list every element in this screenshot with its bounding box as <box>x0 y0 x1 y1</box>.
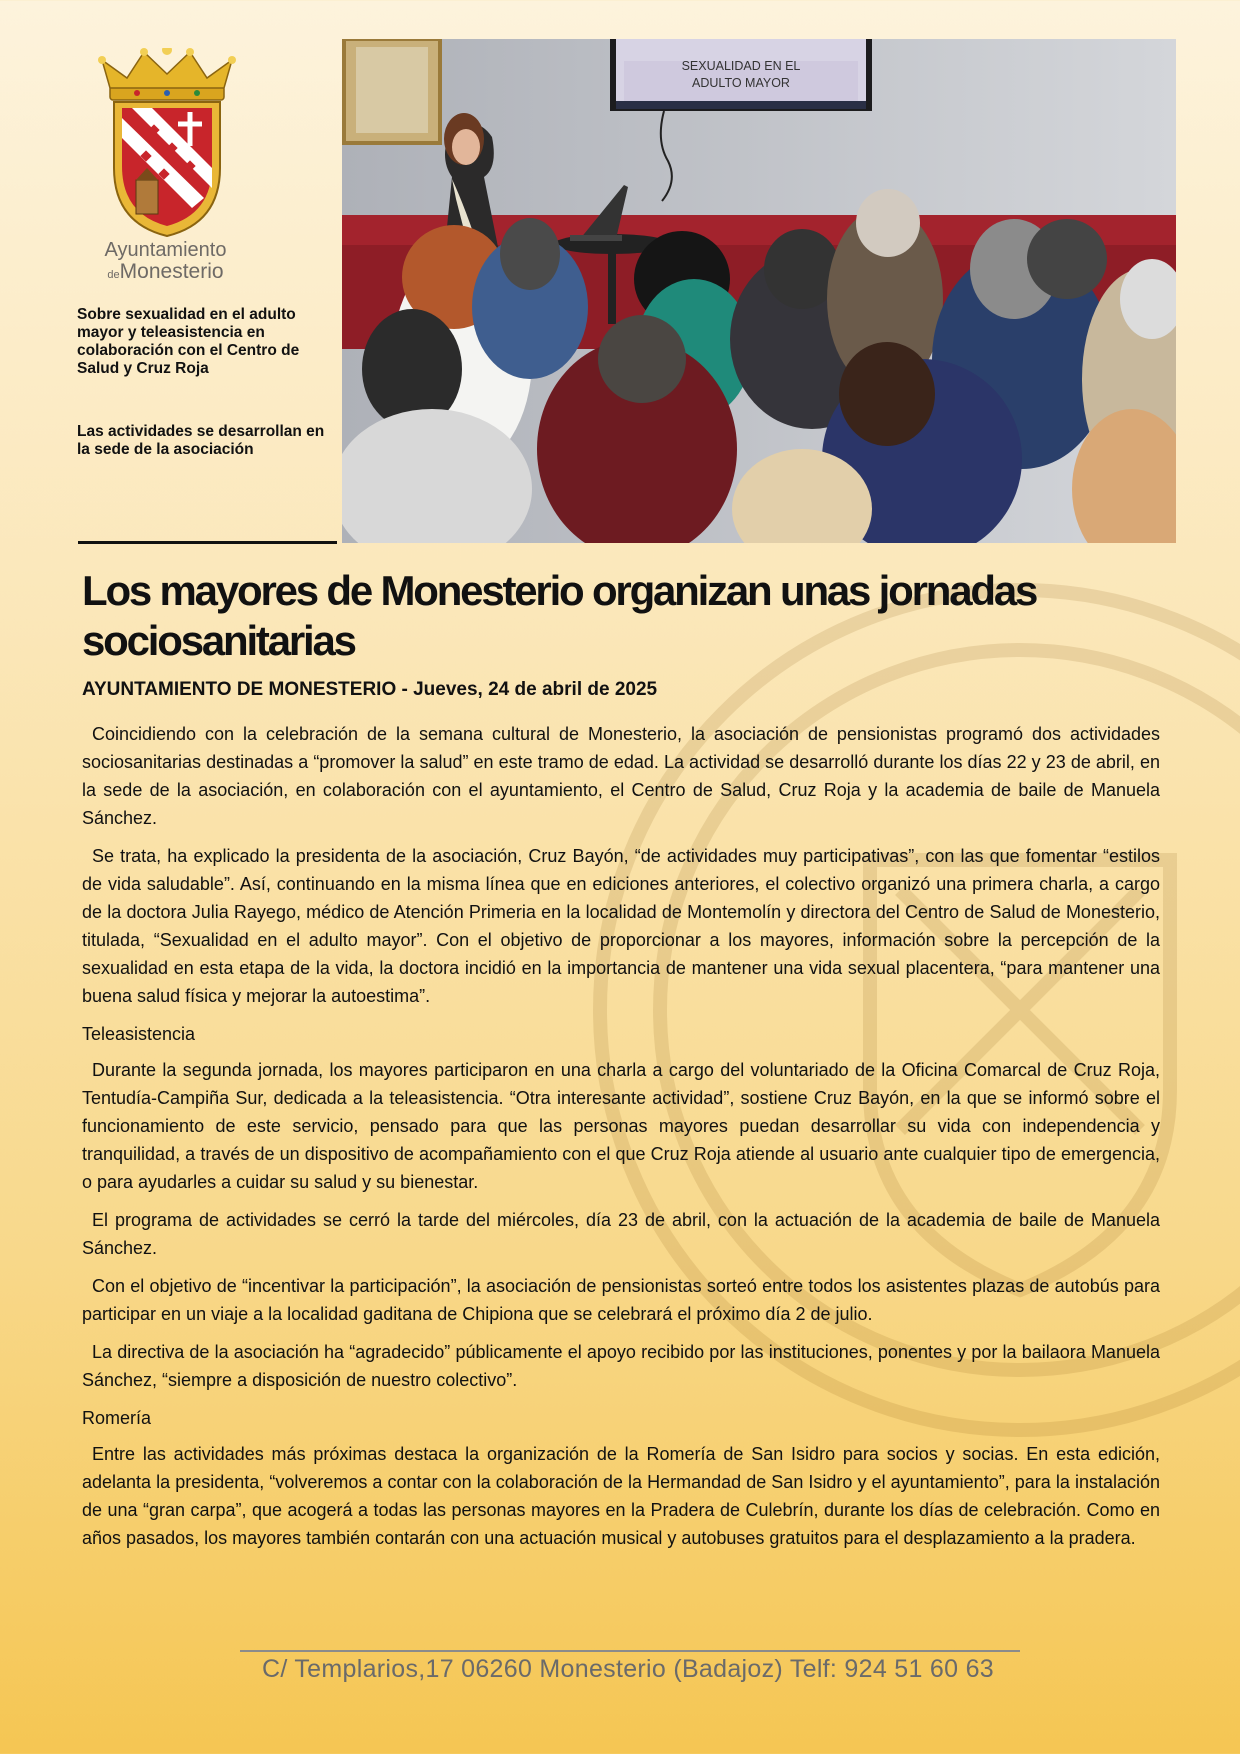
logo-line-2-prefix: de <box>107 269 120 281</box>
municipality-name <box>78 240 253 283</box>
coat-of-arms-logo <box>92 48 242 238</box>
divider-rule <box>78 541 337 544</box>
paragraph-6: La directiva de la asociación ha “agradecido” públicamente el apoyo recibido por las instituciones, ponentes y por la bailaora Manuela Sánchez, “siempre a disposición de nuestro colectivo”. <box>82 1342 1160 1390</box>
paragraph-1: Coincidiendo con la celebración de la semana cultural de Monesterio, la asociación de pensionistas programó dos actividades sociosanitarias destinadas a “promover la salud” en este tramo de edad. La actividad se desarrolló durante los días 22 y 23 de abril, en la sede de la asociación, en colaboración con el ayuntamiento, el Centro de Salud, Cruz Roja y la academia de baile de Manuela Sánchez. <box>82 724 1160 828</box>
section-heading-romeria: Romería <box>82 1408 152 1428</box>
paragraph-2: Se trata, ha explicado la presidenta de la asociación, Cruz Bayón, “de actividades muy participativas”, con las que fomentar “estilos de vida saludable”. Así, continuando en la misma línea que en ediciones anteriores, el colectivo organizó una primera charla, a cargo de la doctora Julia Rayego, médico de Atención Primeria en la localidad de Montemolín y directora del Centro de Salud de Monesterio, titulada, “Sexualidad en el adulto mayor”. Con el objetivo de proporcionar a los mayores, información sobre la percepción de la sexualidad en esta etapa de la vida, la doctora incidió en la importancia de mantener una vida sexual placentera, “para mantener una buena salud física y mejorar la autoestima”. <box>82 846 1160 1006</box>
paragraph-5: Con el objetivo de “incentivar la participación”, la asociación de pensionistas sorteó entre todos los asistentes plazas de autobús para participar en un viaje a la localidad gaditana de Chipiona que se celebrará el próximo día 2 de julio. <box>82 1276 1160 1324</box>
event-photo <box>342 39 1176 543</box>
subheading-2: Las actividades se desarrollan en la sede de la asociación <box>77 423 325 458</box>
logo-line-1: Ayuntamiento <box>104 239 227 261</box>
article-headline: Los mayores de Monesterio organizan unas jornadas sociosanitarias <box>82 567 1037 664</box>
footer-address: C/ Templarios,17 06260 Monesterio (Badajoz) Telf: 924 51 60 63 <box>261 1655 994 1683</box>
section-heading-teleasistencia: Teleasistencia <box>82 1024 196 1044</box>
logo-line-2 <box>78 261 253 283</box>
subheading-1: Sobre sexualidad en el adulto mayor y teleasistencia en colaboración con el Centro de Salud y Cruz Roja <box>77 306 300 377</box>
paragraph-7: Entre las actividades más próximas destaca la organización de la Romería de San Isidro para socios y socias. En esta edición, adelanta la presidenta, “volveremos a contar con la colaboración de la Hermandad de San Isidro y el ayuntamiento”, para la instalación de una “gran carpa”, que acogerá a todas las personas mayores en la Pradera de Culebrín, durante los días de celebración. Como en años pasados, los mayores también contarán con una actuación musical y autobuses gratuitos para el desplazamiento a la pradera. <box>82 1444 1160 1548</box>
screen-text-2: ADULTO MAYOR <box>692 76 790 90</box>
article-body <box>82 720 1160 1562</box>
paragraph-3: Durante la segunda jornada, los mayores participaron en una charla a cargo del voluntariado de la Oficina Comarcal de Cruz Roja, Tentudía-Campiña Sur, dedicada a la teleasistencia. “Otra interesante actividad”, sostiene Cruz Bayón, en la que se informó sobre el funcionamiento de este servicio, pensado para que las personas mayores puedan desarrollar su vida con independencia y tranquilidad, a través de un dispositivo de acompañamiento con el que Cruz Roja atiende al usuario ante cualquier tipo de emergencia, o para ayudarles a cuidar su salud y su bienestar. <box>82 1060 1160 1192</box>
screen-text-1: SEXUALIDAD EN EL <box>681 59 801 73</box>
footer-rule <box>240 1650 1020 1652</box>
event-photo-illustration <box>342 39 1176 543</box>
article-byline: AYUNTAMIENTO DE MONESTERIO - Jueves, 24 de abril de 2025 <box>82 679 658 700</box>
logo-line-2-name: Monesterio <box>119 260 224 283</box>
paragraph-4: El programa de actividades se cerró la tarde del miércoles, día 23 de abril, con la actuación de la academia de baile de Manuela Sánchez. <box>82 1210 1160 1258</box>
